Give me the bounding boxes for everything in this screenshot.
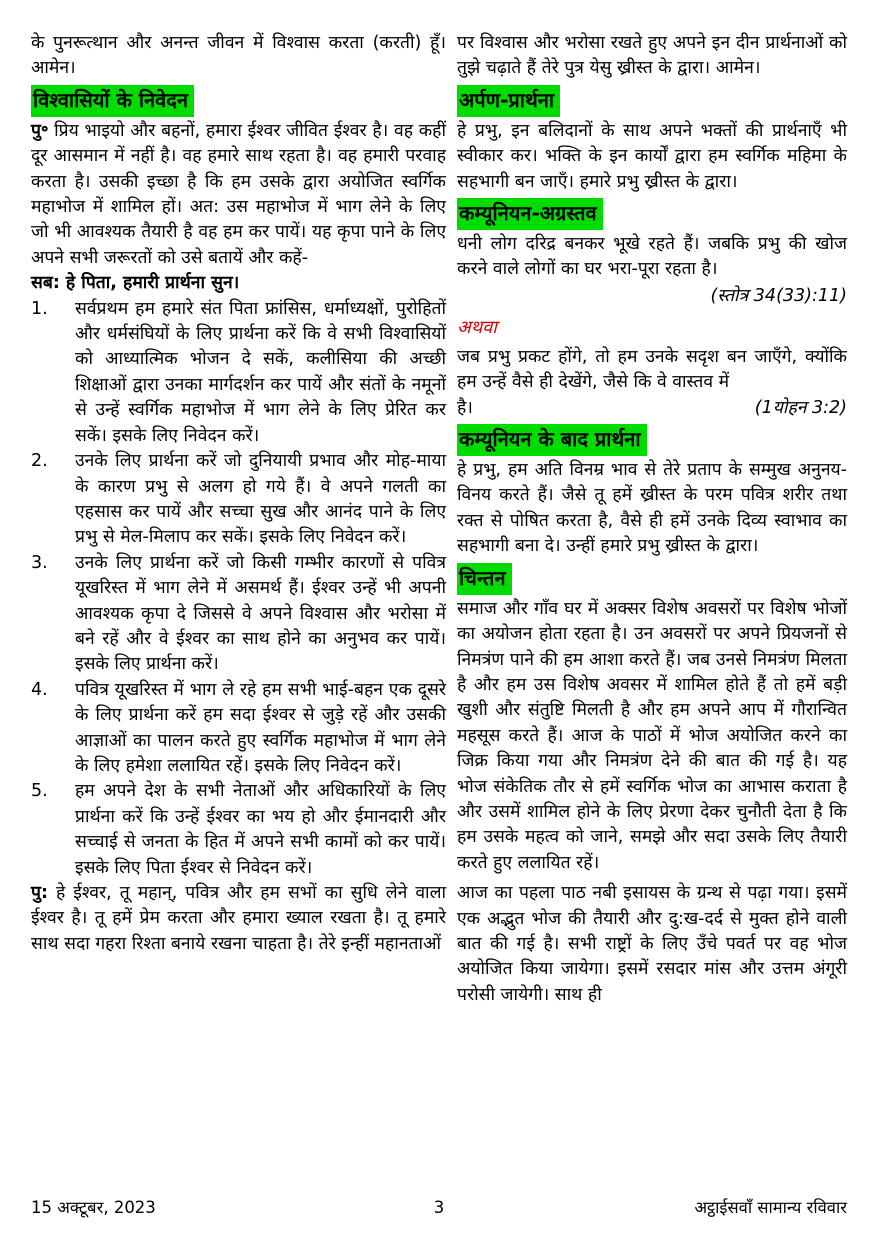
- footer-page-number: 3: [433, 1198, 445, 1217]
- section-heading-post-communion-wrap: [457, 421, 847, 458]
- section-heading-intercessions: विश्वासियों के निवेदन: [31, 85, 194, 117]
- or-label: अथवा: [457, 316, 497, 338]
- petition-list: [31, 297, 446, 881]
- left-column: [31, 31, 446, 957]
- section-heading-offertory: अर्पण-प्रार्थना: [457, 85, 560, 117]
- priest-label-2: पु:: [31, 883, 48, 903]
- petition-number: 4.: [31, 679, 48, 700]
- petition-text: पवित्र यूखरिस्त में भाग ले रहे हम सभी भाई-बहन एक दूसरे के लिए प्रार्थना करें हम सदा ईश्वर से जुड़े रहें और उसकी आज्ञाओं का पालन करते हुए स्वर्गिक महाभोज में भाग लेने के लिए हमेशा ललायित रहें। इसके लिए निवेदन करें।: [75, 679, 446, 776]
- all-response-line: [31, 271, 446, 296]
- section-heading-post-communion: कम्यूनियन के बाद प्रार्थना: [457, 424, 647, 456]
- petition-text: सर्वप्रथम हम हमारे संत पिता फ्रांसिस, धर्माध्यक्षों, पुरोहितों और धर्मसंघियों के लिए प्रार्थना करें कि वे सभी विश्वासियों को आध्यात्मिक भोजन दे सकें, कलीसिया की अच्छी शिक्षाओं द्वारा उनका मार्गदर्शन कर पायें और संतों के नमूनों से उन्हें स्वर्गिक महाभोज में भाग लेने के लिए प्रेरित कर सकें। इसके लिए निवेदन करें।: [75, 298, 446, 446]
- communion-antiphon-text: धनी लोग दरिद्र बनकर भूखे रहते हैं। जबकि प्रभु की खोज करने वाले लोगों का घर भरा-पूरा रहता है।: [457, 234, 847, 280]
- priest-closing-text: हे ईश्वर, तू महान्, पवित्र और हम सभों का सुधि लेने वाला ईश्वर है। तू हमें प्रेम करता और हमारा ख्याल रखता है। तू हमारे साथ सदा गहरा रिश्ता बनाये रखना चाहता है। तेरे इन्हीं महानताओं: [31, 883, 446, 954]
- petition-item: [31, 779, 446, 881]
- reflection-paragraph-2: आज का पहला पाठ नबी इसायस के ग्रन्थ से पढ़ा गया। इसमें एक अद्भुत भोज की तैयारी और दु:ख-दर्द से मुक्त होने वाली बात की गई है। सभी राष्ट्रों के लिए उँचे पवर्त पर वह भोज अयोजित किया जायेगा। इसमें रसदार मांस और उत्तम अंगूरी परोसी जायेगी। साथ ही: [457, 883, 847, 1005]
- post-communion-prayer-text: हे प्रभु, हम अति विनम्र भाव से तेरे प्रताप के सम्मुख अनुनय-विनय करते हैं। जैसे तू हमें ख्रीस्त के परम पवित्र शरीर तथा रक्त से पोषित करता है, वैसे ही हमें उनके दिव्य स्वाभाव का सहभागी बना दे। उन्हीं हमारे प्रभु ख्रीस्त के द्वारा।: [457, 460, 847, 557]
- section-heading-offertory-wrap: [457, 82, 847, 119]
- priest-paragraph: [31, 119, 446, 271]
- section-heading-communion-antiphon: कम्यूनियन-अग्रस्तव: [457, 198, 603, 230]
- petition-item: [31, 297, 446, 449]
- reflection-paragraph-1: समाज और गाँव घर में अक्सर विशेष अवसरों पर विशेष भोजों का अयोजन होता रहता है। उन अवसरों पर अपने प्रियजनों से निमत्रंण पाने की हम आशा करते हैं। जब उनसे निमत्रंण मिलता है और हम उस विशेष अवसर में शामिल होते हैं तो हमें बड़ी खुशी और संतुष्टि मिलती है और हम अपने आप में गौरान्वित महसूस करते हैं। आज के पाठों में भोज अयोजित करने का जिक्र किया गया और निमत्रंण देने की बात की गई है। यह भोज संकेतिक तौर से हमें स्वर्गिक भोज का आभास कराता है और उसमें शामिल होने के लिए प्रेरणा देकर चुनौती देता है कि हम उसके महत्व को जाने, समझे और सदा उसके लिए तैयारी करते हुए ललायित रहें।: [457, 598, 847, 873]
- all-label: सब:: [31, 273, 60, 294]
- footer-edition-title: अट्ठाईसवाँ सामान्य रविवार: [694, 1198, 847, 1217]
- all-response-text: हे पिता, हमारी प्रार्थना सुन।: [65, 273, 240, 294]
- antiphon-alt-scripture-reference: (1योहन 3:2): [754, 397, 847, 418]
- right-column: [457, 31, 847, 1008]
- footer-date: 15 अक्टूबर, 2023: [31, 1198, 156, 1217]
- priest-label: पु॰: [31, 120, 49, 141]
- creed-continuation: के पुनरूत्थान और अनन्त जीवन में विश्वास करता (करती) हूँ। आमेन।: [31, 33, 446, 79]
- offertory-prayer-text: हे प्रभु, इन बलिदानों के साथ अपने भक्तों की प्रार्थनाएँ भी स्वीकार कर। भक्ति के इन कार्यों द्वारा हम स्वर्गिक महिमा के सहभागी बन जाएँ। हमारे प्रभु ख्रीस्त के द्वारा।: [457, 120, 847, 192]
- petition-number: 1.: [31, 298, 48, 319]
- priest-text: प्रिय भाइयो और बहनों, हमारा ईश्वर जीवित ईश्वर है। वह कहीं दूर आसमान में नहीं है। वह हमारे साथ रहता है। वह हमारी परवाह करता है। उसकी इच्छा है कि हम उसके द्वारा अयोजित स्वर्गिक महाभोज में शामिल हों। अत: उस महाभोज में भाग लेने के लिए जो भी आवश्यक तैयारी है वह हम कर पायें। यह कृपा पाने के लिए अपने सभी जरूरतों को उसे बतायें और कहें-: [31, 120, 446, 268]
- petition-text: उनके लिए प्रार्थना करें जो किसी गम्भीर कारणों से पवित्र यूखरिस्त में भाग लेने में असमर्थ हैं। ईश्वर उन्हें भी अपनी आवश्यक कृपा दे जिससे वे अपने विश्वास और भरोसा में बने रहें और वे ईश्वर का साथ होने का अनुभव कर पायें। इसके लिए प्रार्थना करें।: [75, 552, 446, 675]
- section-heading-intercessions-wrap: [31, 82, 446, 119]
- page-footer: [31, 1194, 847, 1221]
- section-heading-reflection: चिन्तन: [457, 563, 512, 595]
- petition-text: उनके लिए प्रार्थना करें जो दुनियायी प्रभाव और मोह-माया के कारण प्रभु से अलग हो गये हैं। वे अपने गलती का एहसास कर पायें और सच्चा सुख और आनंद पाने के लिए प्रभु से मेल-मिलाप कर सकें। इसके लिए निवेदन करें।: [75, 451, 446, 548]
- petition-item: [31, 551, 446, 678]
- petition-item: [31, 449, 446, 551]
- petition-number: 5.: [31, 781, 48, 802]
- petition-item: [31, 678, 446, 780]
- petition-number: 2.: [31, 451, 48, 472]
- section-heading-reflection-wrap: [457, 560, 847, 597]
- communion-antiphon-alt-text: जब प्रभु प्रकट होंगे, तो हम उनके सदृश बन जाएँगे, क्योंकि हम उन्हें वैसे ही देखेंगे, जैसे कि वे वास्तव में: [457, 346, 847, 393]
- section-heading-communion-antiphon-wrap: [457, 195, 847, 232]
- priest-closing-paragraph: [31, 881, 446, 957]
- prayer-continuation: पर विश्वास और भरोसा रखते हुए अपने इन दीन प्रार्थनाओं को तुझे चढ़ाते हैं तेरे पुत्र येसु ख्रीस्त के द्वारा। आमेन।: [457, 33, 847, 79]
- petition-text: हम अपने देश के सभी नेताओं और अधिकारियों के लिए प्रार्थना करें कि उन्हें ईश्वर का भय हो और ईमानदारी और सच्चाई से जनता के हित में अपने सभी कामों को कर पायें। इसके लिए पिता ईश्वर से निवेदन करें।: [75, 781, 446, 878]
- antiphon-scripture-reference: (स्तोत्र 34(33):11): [710, 285, 847, 306]
- antiphon-alt-tail-row: [457, 396, 847, 421]
- antiphon-alt-tail: है।: [457, 397, 473, 418]
- petition-number: 3.: [31, 552, 48, 573]
